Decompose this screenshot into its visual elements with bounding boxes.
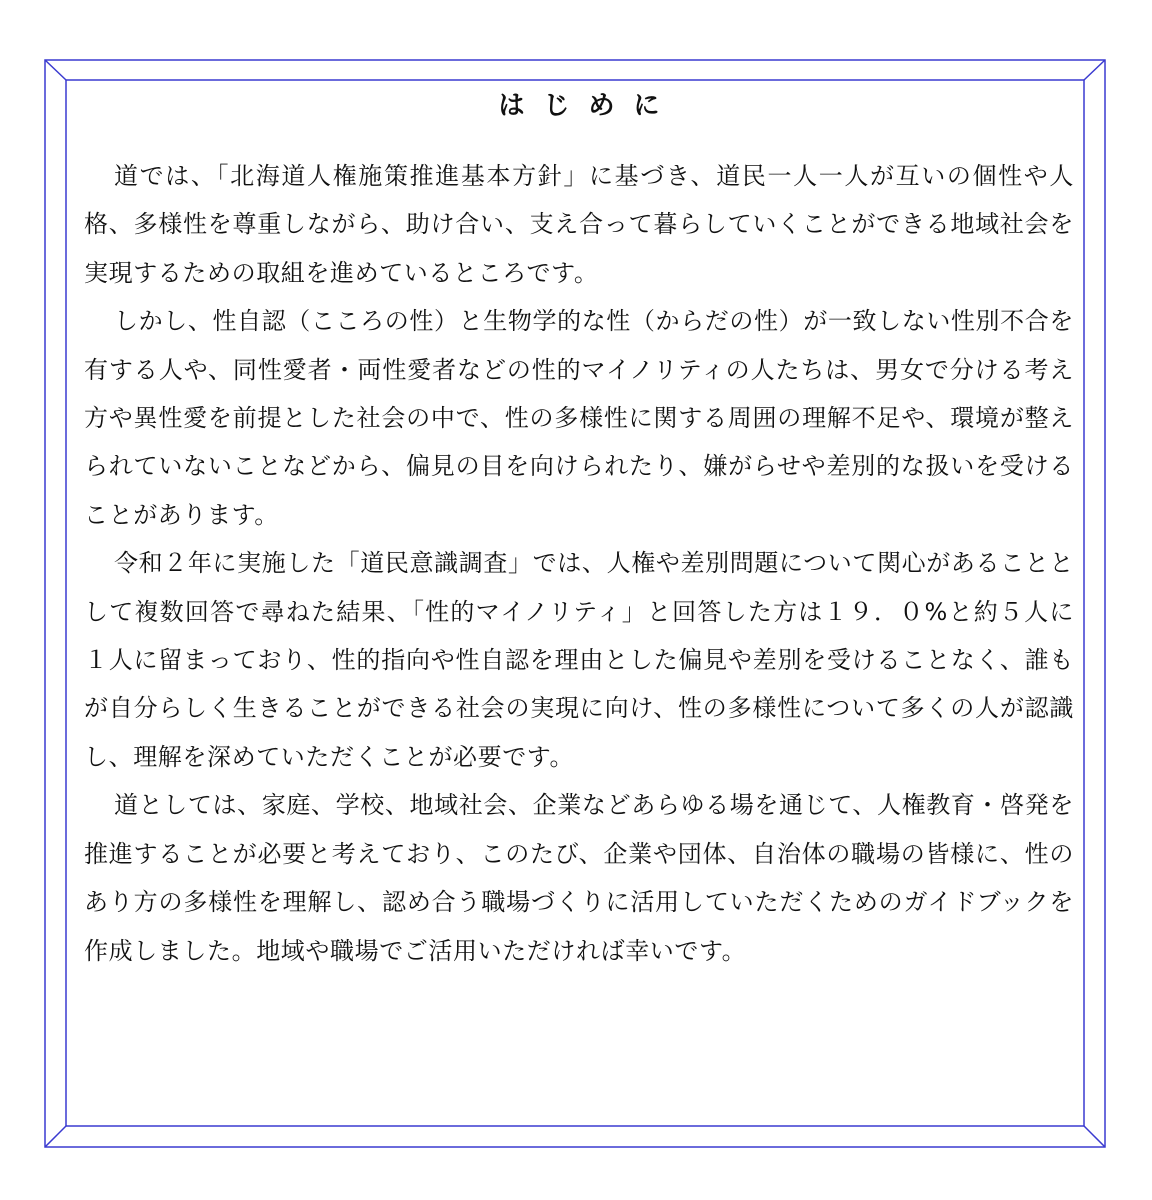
paragraph-guidebook: 道としては、家庭、学校、地域社会、企業などあらゆる場を通じて、人権教育・啓発を推進することが必要と考えており、このたび、企業や団体、自治体の職場の皆様に、性のあり方の多様性を理解し、認め合う職場づくりに活用していただくためのガイドブックを作成しました。地域や職場でご活用いただければ幸いです。	[84, 791, 1074, 965]
paragraph-minority: しかし、性自認（こころの性）と生物学的な性（からだの性）が一致しない性別不合を有する人や、同性愛者・両性愛者などの性的マイノリティの人たちは、男女で分ける考え方や異性愛を前提とした社会の中で、性の多様性に関する周囲の理解不足や、環境が整えられていないことなどから、偏見の目を向けられたり、嫌がらせや差別的な扱いを受けることがあります。	[84, 307, 1074, 529]
page-title: はじめに	[498, 91, 679, 121]
paragraph-policy: 道では、「北海道人権施策推進基本方針」に基づき、道民一人一人が互いの個性や人格、多様性を尊重しながら、助け合い、支え合って暮らしていくことができる地域社会を実現するための取組を進めているところです。	[84, 162, 1074, 287]
paragraph-survey: 令和２年に実施した「道民意識調査」では、人権や差別問題について関心があることとして複数回答で尋ねた結果、「性的マイノリティ」と回答した方は１９．０%と約５人に１人に留まっており、性的指向や性自認を理由とした偏見や差別を受けることなく、誰もが自分らしく生きることができる社会の実現に向け、性の多様性について多くの人が認識し、理解を深めていただくことが必要です。	[84, 549, 1074, 771]
document-body	[84, 84, 1074, 975]
